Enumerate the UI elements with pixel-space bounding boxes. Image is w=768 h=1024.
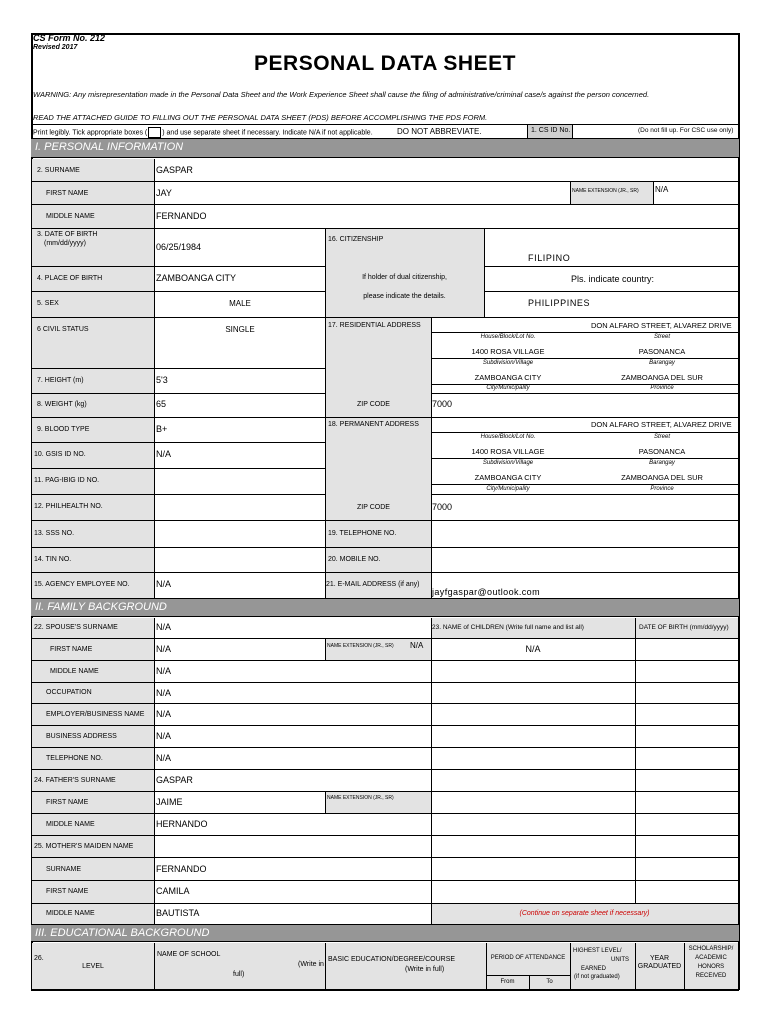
form-revised: Revised 2017	[33, 44, 78, 51]
guide-text: READ THE ATTACHED GUIDE TO FILLING OUT THE PERSONAL DATA SHEET (PDS) BEFORE ACCOMPLISHING THE PDS FORM.	[33, 113, 488, 122]
do-not-abbreviate: DO NOT ABBREVIATE.	[397, 127, 482, 136]
name-extension-value: N/A	[655, 185, 669, 194]
mother-maiden-name-label: 25. MOTHER'S MAIDEN NAME	[34, 843, 134, 850]
sex-value: MALE	[229, 299, 251, 308]
course-label-1: BASIC EDUCATION/DEGREE/COURSE	[328, 956, 456, 963]
address-line	[431, 358, 739, 359]
continue-note: (Continue on separate sheet if necessary)	[519, 910, 650, 917]
print-instruction	[33, 127, 373, 138]
address-line	[431, 332, 739, 333]
spouse-middle-name-label: MIDDLE NAME	[50, 668, 99, 675]
mobile-label: 20. MOBILE NO.	[328, 556, 381, 563]
perm-subdivision-value: 1400 ROSA VILLAGE	[471, 447, 545, 456]
row-line	[486, 975, 570, 976]
perm-province-sublabel: Province	[650, 486, 674, 492]
civil-status-value: SINGLE	[225, 325, 255, 334]
row-line	[31, 291, 325, 292]
dual-citizenship-note-1: If holder of dual citizenship,	[362, 274, 447, 281]
business-address-label: BUSINESS ADDRESS	[46, 733, 117, 740]
res-barangay-sublabel: Barangay	[649, 360, 675, 366]
spouse-surname-value: N/A	[156, 622, 172, 632]
res-subdivision-sublabel: Subdivision/Village	[482, 360, 534, 366]
father-first-name-label: FIRST NAME	[46, 799, 89, 806]
father-name-extension-label: NAME EXTENSION (JR., SR)	[327, 795, 394, 801]
row-line	[31, 813, 739, 814]
philhealth-label: 12. PHILHEALTH NO.	[34, 503, 103, 510]
mother-first-name-value: CAMILA	[156, 886, 190, 896]
res-subdivision-value: 1400 ROSA VILLAGE	[471, 347, 545, 356]
sss-label: 13. SSS NO.	[34, 530, 75, 537]
row-line	[31, 181, 739, 182]
occupation-value: N/A	[156, 688, 172, 698]
col-line	[325, 228, 326, 598]
year-graduated-label-1: YEAR	[649, 955, 670, 962]
res-barangay-value: PASONANCA	[638, 347, 686, 356]
agency-value: N/A	[156, 579, 172, 589]
row-line	[31, 857, 739, 858]
page-title: PERSONAL DATA SHEET	[254, 52, 516, 75]
gsis-value: N/A	[156, 449, 172, 459]
occupation-label: OCCUPATION	[46, 689, 92, 696]
address-line	[431, 432, 739, 433]
row-line	[31, 228, 739, 229]
row-line	[31, 725, 739, 726]
cs-id-label: 1. CS ID No.	[531, 127, 571, 134]
family-labels-bg	[32, 618, 154, 924]
row-line	[31, 417, 739, 418]
col-line	[570, 943, 571, 990]
res-city-sublabel: City/Municipality	[486, 385, 530, 391]
frame-right	[738, 33, 740, 990]
row-line	[31, 494, 325, 495]
spouse-middle-name-value: N/A	[156, 666, 172, 676]
gsis-label: 10. GSIS ID NO.	[34, 451, 86, 458]
highest-level-label-3: EARNED	[581, 966, 607, 972]
address-line	[431, 484, 739, 485]
highest-level-label-2: UNITS	[611, 957, 629, 963]
perm-city-value: ZAMBOANGA CITY	[474, 473, 542, 482]
row-line	[31, 682, 739, 683]
row-line	[31, 204, 739, 205]
row-line	[31, 442, 325, 443]
mother-first-name-label: FIRST NAME	[46, 888, 89, 895]
course-label-2: (Write in full)	[405, 966, 445, 973]
perm-zip-label: ZIP CODE	[357, 504, 390, 511]
civil-status-label: 6 CIVIL STATUS	[37, 326, 89, 333]
school-name-label-1: NAME OF SCHOOL	[157, 951, 221, 958]
tick-box-sample	[148, 127, 161, 138]
scholarship-label-4: RECEIVED	[695, 973, 727, 979]
middle-name-label: MIDDLE NAME	[46, 213, 95, 220]
surname-label: 2. SURNAME	[37, 167, 80, 174]
perm-street-sublabel: Street	[653, 434, 670, 440]
indicate-country-label: Pls. indicate country:	[571, 274, 655, 284]
scholarship-label-2: ACADEMIC	[695, 955, 727, 961]
row-line	[31, 547, 739, 548]
pob-label: 4. PLACE OF BIRTH	[37, 275, 103, 282]
first-name-value: JAY	[156, 188, 172, 198]
row-line	[31, 520, 739, 521]
row-line	[31, 791, 739, 792]
period-label: PERIOD OF ATTENDANCE	[490, 955, 566, 961]
col-line	[154, 943, 155, 990]
telephone-label: 19. TELEPHONE NO.	[328, 530, 397, 537]
res-zip-value: 7000	[432, 399, 453, 409]
children-value: N/A	[525, 644, 541, 654]
row-line	[31, 660, 739, 661]
dob-label: 3. DATE OF BIRTH	[37, 231, 98, 238]
country-value: PHILIPPINES	[528, 298, 591, 308]
perm-barangay-value: PASONANCA	[638, 447, 686, 456]
cs-id-divider-right	[572, 124, 573, 138]
row-line	[31, 703, 739, 704]
row-line	[31, 747, 739, 748]
row-line	[31, 769, 739, 770]
children-label: 23. NAME of CHILDREN (Write full name and list all)	[432, 624, 584, 631]
perm-house-sublabel: House/Block/Lot No.	[480, 434, 536, 440]
school-name-label-2: (Write in	[298, 961, 324, 968]
res-house-sublabel: House/Block/Lot No.	[480, 334, 536, 340]
spouse-name-extension-value: N/A	[410, 641, 424, 650]
warning-text: WARNING: Any misrepresentation made in the Personal Data Sheet and the Work Experience Sheet shall cause the filing of administrative/criminal case/s against the person concerned.	[33, 90, 650, 99]
name-extension-label: NAME EXTENSION (JR., SR)	[572, 188, 639, 194]
spouse-surname-label: 22. SPOUSE'S SURNAME	[34, 624, 118, 631]
spouse-first-name-label: FIRST NAME	[50, 646, 93, 653]
scholarship-label-3: HONORS	[697, 964, 725, 970]
res-province-sublabel: Province	[650, 385, 674, 391]
highest-level-label-1: HIGHEST LEVEL/	[573, 948, 622, 954]
col-line	[325, 638, 326, 660]
height-label: 7. HEIGHT (m)	[37, 377, 84, 384]
height-value: 5'3	[156, 375, 168, 385]
section-family-background: II. FAMILY BACKGROUND	[31, 598, 739, 617]
spouse-name-extension-label: NAME EXTENSION (JR., SR)	[327, 643, 394, 649]
father-surname-label: 24. FATHER'S SURNAME	[34, 777, 116, 784]
dob-value: 06/25/1984	[156, 242, 202, 252]
weight-value: 65	[156, 399, 167, 409]
business-address-value: N/A	[156, 731, 172, 741]
res-zip-label: ZIP CODE	[357, 401, 390, 408]
tin-label: 14. TIN NO.	[34, 556, 72, 563]
address-line	[431, 458, 739, 459]
address-line	[431, 494, 739, 495]
perm-subdivision-sublabel: Subdivision/Village	[482, 460, 534, 466]
father-middle-name-value: HERNANDO	[156, 819, 208, 829]
highest-level-label-4: (if not graduated)	[574, 974, 620, 980]
period-to-label: To	[546, 979, 553, 985]
row-line	[31, 880, 739, 881]
perm-province-value: ZAMBOANGA DEL SUR	[621, 473, 703, 482]
cs-id-divider-left	[527, 124, 528, 138]
col-line	[431, 618, 432, 924]
pob-value: ZAMBOANGA CITY	[156, 273, 237, 283]
row-line	[31, 572, 739, 573]
school-name-label-3: full)	[233, 971, 245, 978]
col-line	[570, 181, 571, 204]
spouse-telephone-value: N/A	[156, 753, 172, 763]
email-value: jayfgaspar@outlook.com	[432, 587, 540, 597]
employer-value: N/A	[156, 709, 172, 719]
perm-street-value: DON ALFARO STREET, ALVAREZ DRIVE	[591, 420, 732, 429]
spouse-telephone-label: TELEPHONE NO.	[46, 755, 103, 762]
citizenship-label: 16. CITIZENSHIP	[328, 236, 384, 243]
employer-label: EMPLOYER/BUSINESS NAME	[46, 711, 145, 718]
mother-surname-value: FERNANDO	[156, 864, 207, 874]
row-line	[31, 317, 739, 318]
father-first-name-value: JAIME	[156, 797, 183, 807]
row-line	[31, 835, 739, 836]
perm-zip-value: 7000	[432, 502, 453, 512]
dob-format-label: (mm/dd/yyyy)	[44, 240, 86, 247]
permanent-address-label: 18. PERMANENT ADDRESS	[328, 421, 419, 428]
perm-barangay-sublabel: Barangay	[649, 460, 675, 466]
csc-use-note: (Do not fill up. For CSC use only)	[638, 127, 734, 134]
col-line	[325, 791, 326, 813]
print-instruction-start: Print legibly. Tick appropriate boxes (	[33, 129, 148, 137]
sex-label: 5. SEX	[37, 300, 59, 307]
col-line	[635, 618, 636, 903]
section-personal-information: I. PERSONAL INFORMATION	[31, 138, 739, 158]
education-level-label: LEVEL	[82, 963, 104, 970]
col-line	[484, 228, 485, 317]
col-line	[653, 181, 654, 204]
col-line	[154, 618, 155, 924]
middle-name-value: FERNANDO	[156, 211, 207, 221]
first-name-label: FIRST NAME	[46, 190, 89, 197]
row-line	[31, 266, 325, 267]
frame-top	[31, 33, 739, 35]
father-middle-name-label: MIDDLE NAME	[46, 821, 95, 828]
spouse-first-name-value: N/A	[156, 644, 172, 654]
agency-label: 15. AGENCY EMPLOYEE NO.	[34, 581, 130, 588]
res-street-sublabel: Street	[653, 334, 670, 340]
row-line	[31, 903, 739, 904]
blood-type-value: B+	[156, 424, 168, 434]
row-line	[31, 368, 325, 369]
father-surname-value: GASPAR	[156, 775, 193, 785]
dual-citizenship-note-2: please indicate the details.	[363, 293, 446, 300]
education-number: 26.	[34, 955, 44, 962]
print-instruction-end: ) and use separate sheet if necessary. Indicate N/A if not applicable.	[162, 129, 373, 137]
blood-type-label: 9. BLOOD TYPE	[37, 426, 90, 433]
row-line	[484, 291, 739, 292]
mother-middle-name-label: MIDDLE NAME	[46, 910, 95, 917]
row-line	[31, 393, 325, 394]
weight-label: 8. WEIGHT (kg)	[37, 401, 87, 408]
mother-middle-name-value: BAUTISTA	[156, 908, 200, 918]
year-graduated-label-2: GRADUATED	[637, 963, 682, 970]
address-line	[431, 393, 739, 394]
form-number: CS Form No. 212	[33, 33, 106, 43]
residential-address-label: 17. RESIDENTIAL ADDRESS	[328, 322, 421, 329]
citizenship-value: FILIPINO	[528, 253, 571, 263]
col-line	[154, 159, 155, 598]
row-line	[484, 266, 739, 267]
res-province-value: ZAMBOANGA DEL SUR	[621, 373, 703, 382]
row-line	[31, 468, 325, 469]
res-street-value: DON ALFARO STREET, ALVAREZ DRIVE	[591, 321, 732, 330]
period-from-label: From	[500, 979, 515, 985]
frame-bottom	[31, 989, 739, 991]
row-line	[31, 638, 739, 639]
mother-surname-label: SURNAME	[46, 866, 82, 873]
pagibig-label: 11. PAG-IBIG ID NO.	[34, 477, 100, 484]
surname-value: GASPAR	[156, 165, 193, 175]
col-line	[325, 943, 326, 990]
email-label: 21. E-MAIL ADDRESS (if any)	[326, 581, 420, 588]
children-dob-label: DATE OF BIRTH (mm/dd/yyyy)	[639, 624, 729, 631]
res-city-value: ZAMBOANGA CITY	[474, 373, 542, 382]
scholarship-label-1: SCHOLARSHIP/	[688, 946, 734, 952]
header-line	[31, 124, 739, 125]
section-educational-background: III. EDUCATIONAL BACKGROUND	[31, 924, 739, 942]
perm-city-sublabel: City/Municipality	[486, 486, 530, 492]
